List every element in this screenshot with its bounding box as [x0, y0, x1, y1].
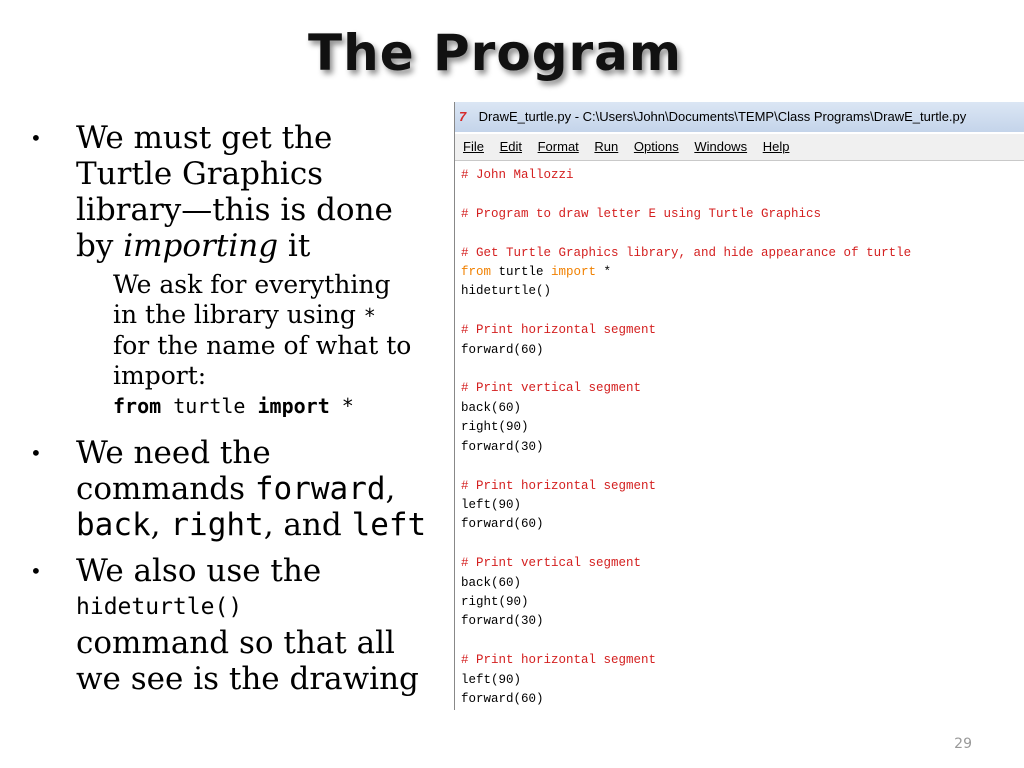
menu-bar: [455, 134, 1024, 161]
code-comment: # Get Turtle Graphics library, and hide appearance of turtle: [461, 245, 912, 260]
code-left: left: [351, 507, 427, 543]
text-run: , and: [263, 507, 352, 543]
text-line: command so that all: [76, 625, 395, 661]
text-line: for the name of what to: [113, 331, 412, 360]
code-line: forward(60): [461, 517, 544, 532]
text-line: library—this is done: [76, 192, 393, 228]
text-line: We need the: [76, 435, 271, 471]
window-titlebar: [455, 102, 1024, 132]
text-run: commands: [76, 471, 255, 507]
code-comment: # Print horizontal segment: [461, 323, 657, 338]
code-line: forward(30): [461, 439, 544, 454]
code-line: back(60): [461, 400, 522, 415]
bullet-dot: •: [30, 559, 42, 583]
code-text: *: [596, 265, 612, 280]
text-run: ,: [150, 507, 171, 543]
bullet-hideturtle: [30, 553, 440, 697]
code-line: back(60): [461, 575, 522, 590]
text-line: import:: [113, 361, 207, 390]
code-text: *: [329, 394, 354, 418]
code-line: forward(30): [461, 614, 544, 629]
slide-number: 29: [954, 736, 972, 752]
code-keyword: import: [257, 394, 330, 418]
slide-title: The Program: [308, 24, 682, 82]
code-right: right: [170, 507, 264, 543]
text-line: We must get the: [76, 120, 333, 156]
text-line: [76, 507, 440, 543]
menu-options[interactable]: Options: [633, 139, 679, 154]
text-line: Turtle Graphics: [76, 156, 324, 192]
window-title: DrawE_turtle.py - C:\Users\John\Documents\TEMP\Class Programs\DrawE_turtle.py: [478, 109, 967, 124]
text-run: in the library using: [113, 300, 364, 329]
text-run: by: [76, 228, 124, 264]
code-back: back: [76, 507, 151, 543]
code-comment: # Print horizontal segment: [461, 653, 657, 668]
text-run: ,: [385, 471, 396, 507]
emphasis-importing: importing: [123, 228, 279, 264]
code-forward: forward: [254, 471, 386, 507]
code-line: left(90): [461, 672, 522, 687]
text-line: we see is the drawing: [76, 661, 419, 697]
idle-editor-screenshot: [454, 102, 1024, 710]
bullet-commands: [30, 435, 440, 543]
bullet-dot: •: [30, 126, 42, 150]
code-line: left(90): [461, 497, 522, 512]
code-import-line: [113, 391, 453, 421]
code-star: *: [363, 304, 376, 328]
code-keyword: from: [113, 394, 162, 418]
menu-help[interactable]: Help: [762, 139, 790, 154]
text-line: [113, 300, 453, 331]
code-hideturtle: hideturtle(): [76, 594, 243, 620]
bullet-dot: •: [30, 441, 42, 465]
text-line: We ask for everything: [113, 270, 391, 299]
code-text: turtle: [161, 394, 258, 418]
code-line: forward(60): [461, 342, 544, 357]
code-comment: # Program to draw letter E using Turtle Graphics: [461, 206, 822, 221]
code-comment: # Print vertical segment: [461, 556, 642, 571]
code-comment: # John Mallozzi: [461, 168, 574, 182]
code-keyword: from: [461, 265, 492, 280]
text-run: it: [278, 228, 311, 264]
code-line: forward(60): [461, 691, 544, 706]
text-line: We also use the: [76, 553, 322, 589]
menu-run[interactable]: Run: [594, 139, 619, 154]
menu-file[interactable]: File: [463, 139, 484, 154]
menu-format[interactable]: Format: [537, 139, 579, 154]
python-idle-icon: 7: [459, 109, 467, 124]
text-line: [76, 471, 440, 507]
bullet-list: [30, 120, 440, 697]
menu-edit[interactable]: Edit: [499, 139, 522, 154]
code-line: right(90): [461, 420, 529, 435]
code-area[interactable]: [461, 166, 1024, 710]
text-line: [76, 228, 440, 264]
menu-windows[interactable]: Windows: [694, 139, 748, 154]
code-text: turtle: [491, 265, 552, 280]
code-line: hideturtle(): [461, 284, 552, 299]
code-line: right(90): [461, 594, 529, 609]
code-comment: # Print horizontal segment: [461, 478, 657, 493]
code-keyword: import: [551, 265, 597, 280]
code-comment: # Print vertical segment: [461, 381, 642, 396]
sub-bullet-star: [113, 270, 453, 421]
bullet-import-library: [30, 120, 440, 264]
